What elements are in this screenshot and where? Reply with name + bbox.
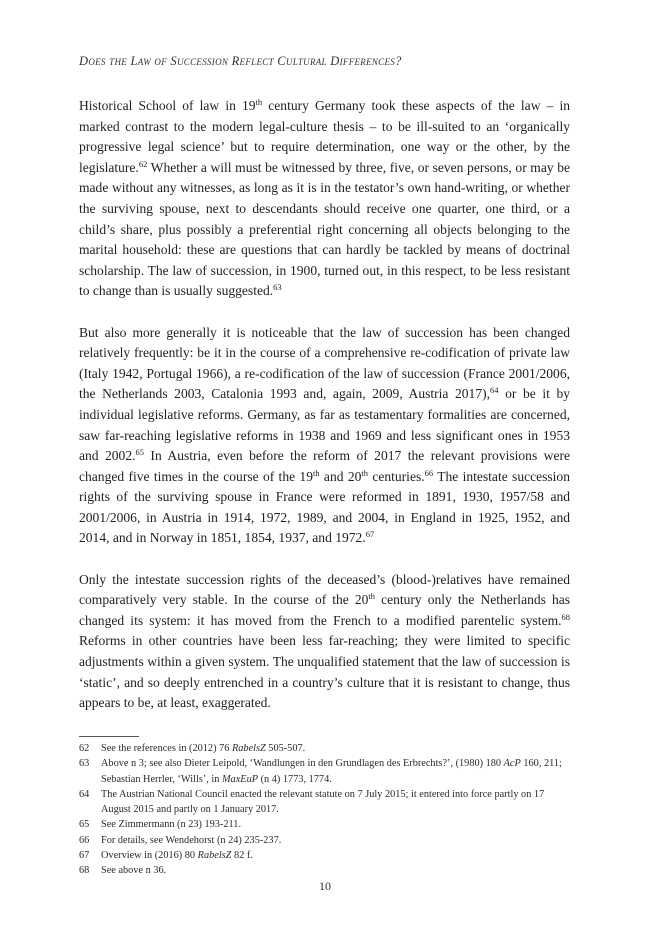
footnote (79, 817, 570, 832)
superscript: 63 (273, 282, 282, 293)
footnote-text: For details, see Wendehorst (n 24) 235-237. (101, 834, 282, 846)
superscript: 65 (135, 447, 144, 458)
footnote-text: The Austrian National Council enacted the relevant statute on 7 July 2015; it entered into force partly on 17 August 2015 and partly on 1 January 2017. (101, 788, 545, 816)
footnote-text: Above n 3; see also Dieter Leipold, ‘Wandlungen in den Grundlagen des Erbrechts?’, (1980) 180 AcP 160, 211; Sebastian Herrler, ‘Wills’, in MaxEuP (n 4) 1773, 1774. (101, 758, 562, 785)
footnote-number: 66 (79, 834, 90, 846)
footnote (79, 741, 570, 756)
italic-citation: AcP (503, 758, 521, 770)
footnote-number: 68 (79, 865, 90, 877)
page-number: 10 (319, 879, 331, 893)
footnote-text: See above n 36. (101, 865, 167, 877)
body-text (79, 96, 570, 734)
running-head: Does the Law of Succession Reflect Cultural Differences? (79, 54, 402, 68)
footnote-text: See Zimmermann (n 23) 193-211. (101, 819, 242, 831)
superscript: 67 (365, 529, 375, 540)
footnote (79, 848, 570, 863)
superscript: 62 (138, 158, 148, 169)
italic-citation: MaxEuP (221, 773, 259, 785)
superscript: 66 (424, 467, 434, 478)
superscript: th (368, 591, 376, 602)
superscript: th (361, 467, 368, 478)
paragraph: Only the intestate succession rights of the deceased’s (blood-)relatives have remained comparatively very stable. In the course of the 20th century only the Netherlands has changed its system: it has moved from the French to a modified parentelic system.$^{68}$ Reforms in other countries have been less far-reaching; they were limited to specific adjustments within a given system. The unqualified statement that the law of succession is ‘static’, and so deeply entrenched in a country’s culture that it is resistant to change, thus appears to be, at least, exaggerated. (79, 571, 570, 711)
footnote (79, 833, 570, 848)
paragraph: Historical School of law in 19th century Germany took these aspects of the law – in marked contrast to the modern legal-culture thesis – to be ill-suited to an ‘organically progressive legal science’ but to require determination, one way or the other, by the legislature.$^{62}$ Whether a will must be witnessed by three, five, or seven persons, or may be made without any witnesses, as long as it is in the testator’s own hand-writing, or whether the surviving spouse, next to descendants should receive one quarter, one third, or a child’s share, plus possibly a preferential right concerning all objects belonging to the marital household: these are questions that can hardly be tackled by means of doctrinal scholarship. The law of succession, in 1900, turned out, in this respect, to be less resistant to change than is usually suggested.$^{63}$ (79, 97, 570, 299)
footnote (79, 756, 570, 787)
footnote-text: See the references in (2012) 76 RabelsZ 505-507. (101, 743, 306, 754)
footnote-number: 62 (79, 743, 90, 754)
superscript: th (255, 97, 263, 107)
footnote (79, 787, 570, 818)
italic-citation: RabelsZ (231, 743, 266, 754)
footnote-separator (79, 736, 139, 737)
footnotes (79, 741, 570, 879)
footnote (79, 863, 570, 878)
superscript: 64 (490, 385, 499, 396)
footnote-number: 67 (79, 850, 90, 862)
italic-citation: RabelsZ (197, 850, 232, 862)
superscript: th (312, 467, 320, 478)
footnote-text: Overview in (2016) 80 RabelsZ 82 f. (101, 850, 253, 862)
footnote-number: 64 (79, 788, 90, 800)
superscript: 68 (561, 611, 570, 622)
footnote-number: 65 (79, 819, 90, 831)
paragraph: But also more generally it is noticeable that the law of succession has been changed relatively frequently: be it in the course of a comprehensive re-codification of private law (Italy 1942, Portugal 1966), a re-codification of the law of succession (France 2001/2006, the Netherlands 2003, Catalonia 1993 and, again, 2009, Austria 2017),$^{64}$ or be it by individual legislative reforms. Germany, as far as testamentary formalities are concerned, saw far-reaching legislative reforms in 1938 and 1969 and less significant ones in 1953 and 2002.65 In Austria, even before the reform of 2017 the relevant provisions were changed five times in the course of the 19th and 20th centuries.$^{66}$ The intestate succession rights of the surviving spouse in France were reformed in 1891, 1930, 1957/58 and 2001/2006, in Austria in 1914, 1972, 1989, and 2004, in England in 1925, 1952, and 2014, and in Norway in 1851, 1854, 1937, and 1972.67 (79, 324, 570, 546)
footnote-number: 63 (79, 758, 90, 770)
